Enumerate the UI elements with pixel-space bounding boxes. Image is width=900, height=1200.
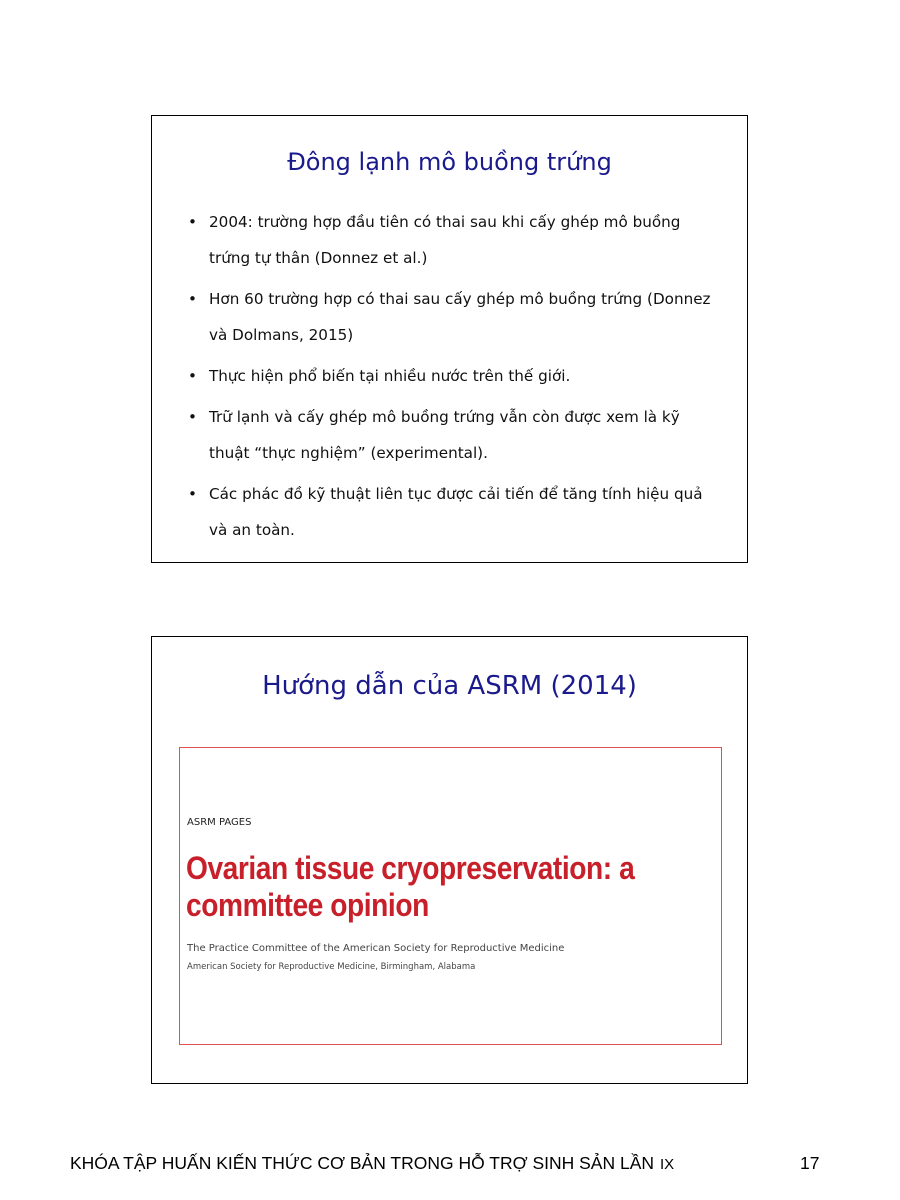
bullet-icon: • [188, 408, 197, 426]
bullet-text: 2004: trường hợp đầu tiên có thai sau khi cấy ghép mô buồng trứng tự thân (Donnez et al.) [209, 213, 681, 267]
bullet-text: Các phác đồ kỹ thuật liên tục được cải tiến để tăng tính hiệu quả và an toàn. [209, 485, 703, 539]
bullet-item [188, 281, 718, 353]
slide-asrm-guideline [151, 636, 748, 1084]
footer-roman-numeral: IX [660, 1156, 675, 1173]
bullet-icon: • [188, 367, 197, 385]
bullet-text: Hơn 60 trường hợp có thai sau cấy ghép mô buồng trứng (Donnez và Dolmans, 2015) [209, 290, 711, 344]
bullet-text: Thực hiện phổ biến tại nhiều nước trên thế giới. [209, 367, 571, 385]
bullet-icon: • [188, 485, 197, 503]
bullet-list [188, 204, 718, 553]
bullet-item [188, 399, 718, 471]
paper-excerpt [179, 747, 722, 1045]
bullet-text: Trữ lạnh và cấy ghép mô buồng trứng vẫn còn được xem là kỹ thuật “thực nghiệm” (experimental). [209, 408, 680, 462]
paper-title-line2: committee opinion [186, 887, 429, 923]
bullet-item [188, 204, 718, 276]
bullet-item [188, 358, 718, 394]
slide-title: Đông lạnh mô buồng trứng [287, 148, 612, 176]
slide-ovarian-tissue-freezing [151, 115, 748, 563]
footer-text: KHÓA TẬP HUẤN KIẾN THỨC CƠ BẢN TRONG HỖ TRỢ SINH SẢN LẦN [70, 1153, 655, 1173]
paper-section-label: ASRM PAGES [187, 817, 252, 828]
paper-title-line1: Ovarian tissue cryopreservation: a [186, 850, 635, 886]
footer-course-title [70, 1153, 674, 1174]
page-number: 17 [800, 1153, 820, 1173]
paper-affiliation: American Society for Reproductive Medicine, Birmingham, Alabama [187, 962, 476, 972]
slide-title: Hướng dẫn của ASRM (2014) [262, 671, 637, 701]
paper-title [186, 850, 652, 924]
bullet-icon: • [188, 213, 197, 231]
bullet-item [188, 476, 718, 548]
paper-author: The Practice Committee of the American Society for Reproductive Medicine [187, 943, 565, 954]
bullet-icon: • [188, 290, 197, 308]
